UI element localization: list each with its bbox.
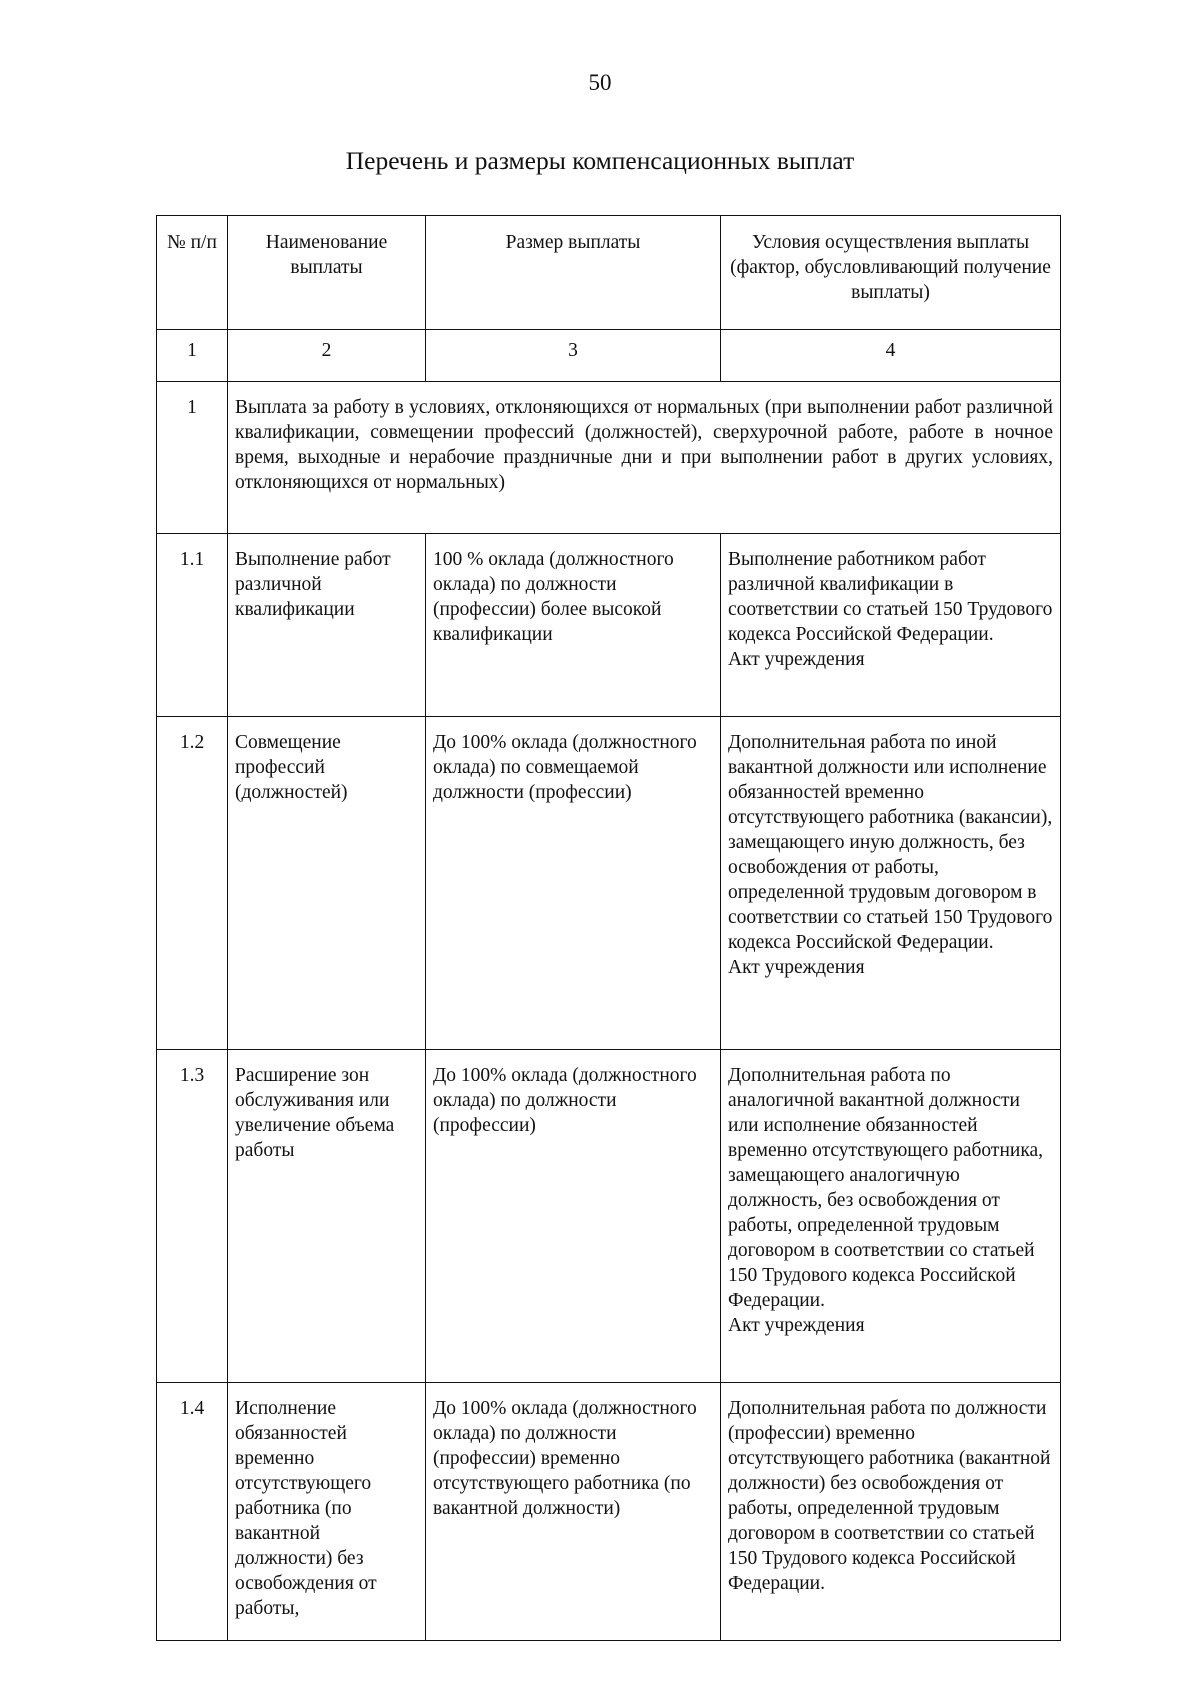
header-payment-name: Наименование выплаты (228, 216, 426, 330)
payment-amount: До 100% оклада (должностного оклада) по должности (профессии) (426, 1050, 721, 1383)
row-number: 1.2 (157, 717, 228, 1050)
payment-amount: До 100% оклада (должностного оклада) по должности (профессии) временно отсутствующего работника (по вакантной должности) (426, 1383, 721, 1641)
payment-basis: Акт учреждения (728, 957, 865, 978)
column-number: 3 (426, 330, 721, 382)
header-payment-conditions: Условия осуществления выплаты (фактор, обусловливающий получение выплаты) (721, 216, 1061, 330)
payment-basis: Акт учреждения (728, 1315, 865, 1336)
section-number: 1 (157, 382, 228, 534)
payment-conditions: Дополнительная работа по аналогичной вакантной должности или исполнение обязанностей временно отсутствующего работника, замещающего аналогичную должность, без освобождения от работы, определенной трудовым договором в соответствии со статьей 150 Трудового кодекса Российской Федерации. (728, 1065, 1044, 1311)
payment-name: Совмещение профессий (должностей) (228, 717, 426, 1050)
payment-name: Исполнение обязанностей временно отсутствующего работника (по вакантной должности) без освобождения от работы, (228, 1383, 426, 1641)
row-number: 1.1 (157, 534, 228, 717)
payment-basis: Акт учреждения (728, 649, 865, 670)
compensation-payments-table (156, 215, 1061, 1641)
payment-amount: 100 % оклада (должностного оклада) по должности (профессии) более высокой квалификации (426, 534, 721, 717)
table-row (157, 1050, 1061, 1383)
payment-name: Расширение зон обслуживания или увеличение объема работы (228, 1050, 426, 1383)
table-row (157, 1383, 1061, 1641)
payment-conditions: Дополнительная работа по иной вакантной должности или исполнение обязанностей временно отсутствующего работника (вакансии), замещающего иную должность, без освобождения от работы, определенной трудовым договором в соответствии со статьей 150 Трудового кодекса Российской Федерации. (728, 732, 1053, 953)
column-number: 4 (721, 330, 1061, 382)
column-numbers-row (157, 330, 1061, 382)
payment-conditions-cell (721, 1050, 1061, 1383)
column-number: 2 (228, 330, 426, 382)
table-header-row (157, 216, 1061, 330)
row-number: 1.4 (157, 1383, 228, 1641)
row-number: 1.3 (157, 1050, 228, 1383)
table-row (157, 534, 1061, 717)
payment-conditions-cell (721, 534, 1061, 717)
column-number: 1 (157, 330, 228, 382)
document-title: Перечень и размеры компенсационных выплат (345, 146, 855, 175)
table-row (157, 717, 1061, 1050)
page-number: 50 (588, 70, 612, 95)
payment-conditions: Дополнительная работа по должности (профессии) временно отсутствующего работника (вакантной должности) без освобождения от работы, определенной трудовым договором в соответствии со статьей 150 Трудового кодекса Российской Федерации. (728, 1398, 1051, 1594)
header-number: № п/п (157, 216, 228, 330)
payment-conditions-cell (721, 1383, 1061, 1641)
payment-conditions-cell (721, 717, 1061, 1050)
header-payment-amount: Размер выплаты (426, 216, 721, 330)
section-row (157, 382, 1061, 534)
payment-name: Выполнение работ различной квалификации (228, 534, 426, 717)
payment-amount: До 100% оклада (должностного оклада) по совмещаемой должности (профессии) (426, 717, 721, 1050)
payment-conditions: Выполнение работником работ различной квалификации в соответствии со статьей 150 Трудового кодекса Российской Федерации. (728, 549, 1053, 645)
section-title: Выплата за работу в условиях, отклоняющихся от нормальных (при выполнении работ различной квалификации, совмещении профессий (должностей), сверхурочной работе, работе в ночное время, выходные и нерабочие праздничные дни и при выполнении работ в других условиях, отклоняющихся от нормальных) (228, 382, 1061, 534)
